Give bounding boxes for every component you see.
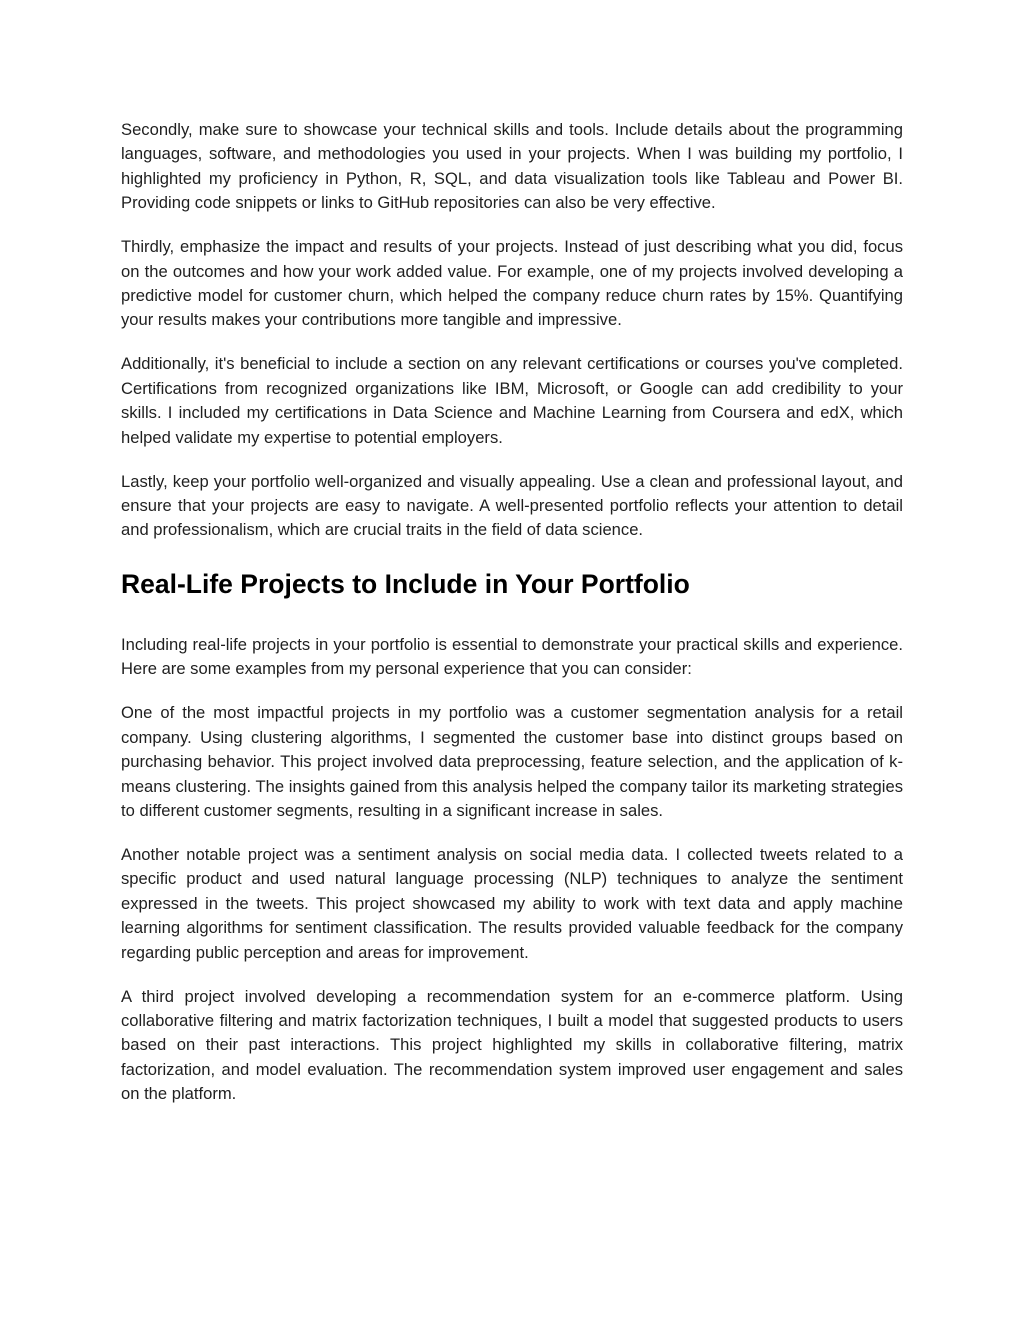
paragraph-recommendation-system: A third project involved developing a recommendation system for an e-commerce platform. Using collaborative filtering and matrix factorization techniques, I built a model that suggested products to users based on their past interactions. This project highlighted my skills in collaborative filtering, matrix factorization, and model evaluation. The recommendation system improved user engagement and sales on the platform.	[121, 986, 903, 1104]
paragraph-technical-skills: Secondly, make sure to showcase your technical skills and tools. Include details about the programming languages, software, and methodologies you used in your projects. When I was building my portfolio, I highlighted my proficiency in Python, R, SQL, and data visualization tools like Tableau and Power BI. Providing code snippets or links to GitHub repositories can also be very effective.	[121, 120, 903, 213]
paragraph-sentiment-analysis: Another notable project was a sentiment analysis on social media data. I collected tweets related to a specific product and used natural language processing (NLP) techniques to analyze the sentiment expressed in the tweets. This project showcased my ability to work with text data and apply machine learning algorithms for sentiment classification. The results provided valuable feedback for the company regarding public perception and areas for improvement.	[121, 844, 903, 962]
document-page	[121, 118, 903, 1126]
section-heading: Real-Life Projects to Include in Your Portfolio	[121, 568, 690, 599]
paragraph-organization: Lastly, keep your portfolio well-organized and visually appealing. Use a clean and professional layout, and ensure that your projects are easy to navigate. A well-presented portfolio reflects your attention to detail and professionalism, which are crucial traits in the field of data science.	[121, 471, 903, 540]
paragraph-intro-projects: Including real-life projects in your portfolio is essential to demonstrate your practical skills and experience. Here are some examples from my personal experience that you can consider:	[121, 634, 903, 679]
paragraph-certifications: Additionally, it's beneficial to include a section on any relevant certifications or courses you've completed. Certifications from recognized organizations like IBM, Microsoft, or Google can add credibility to your skills. I included my certifications in Data Science and Machine Learning from Coursera and edX, which helped validate my expertise to potential employers.	[121, 354, 903, 447]
paragraph-customer-segmentation: One of the most impactful projects in my portfolio was a customer segmentation analysis for a retail company. Using clustering algorithms, I segmented the customer base into distinct groups based on purchasing behavior. This project involved data preprocessing, feature selection, and the application of k-means clustering. The insights gained from this analysis helped the company tailor its marketing strategies to different customer segments, resulting in a significant increase in sales.	[121, 703, 903, 820]
paragraph-impact-results: Thirdly, emphasize the impact and results of your projects. Instead of just describing what you did, focus on the outcomes and how your work added value. For example, one of my projects involved developing a predictive model for customer churn, which helped the company reduce churn rates by 15%. Quantifying your results makes your contributions more tangible and impressive.	[121, 237, 903, 330]
